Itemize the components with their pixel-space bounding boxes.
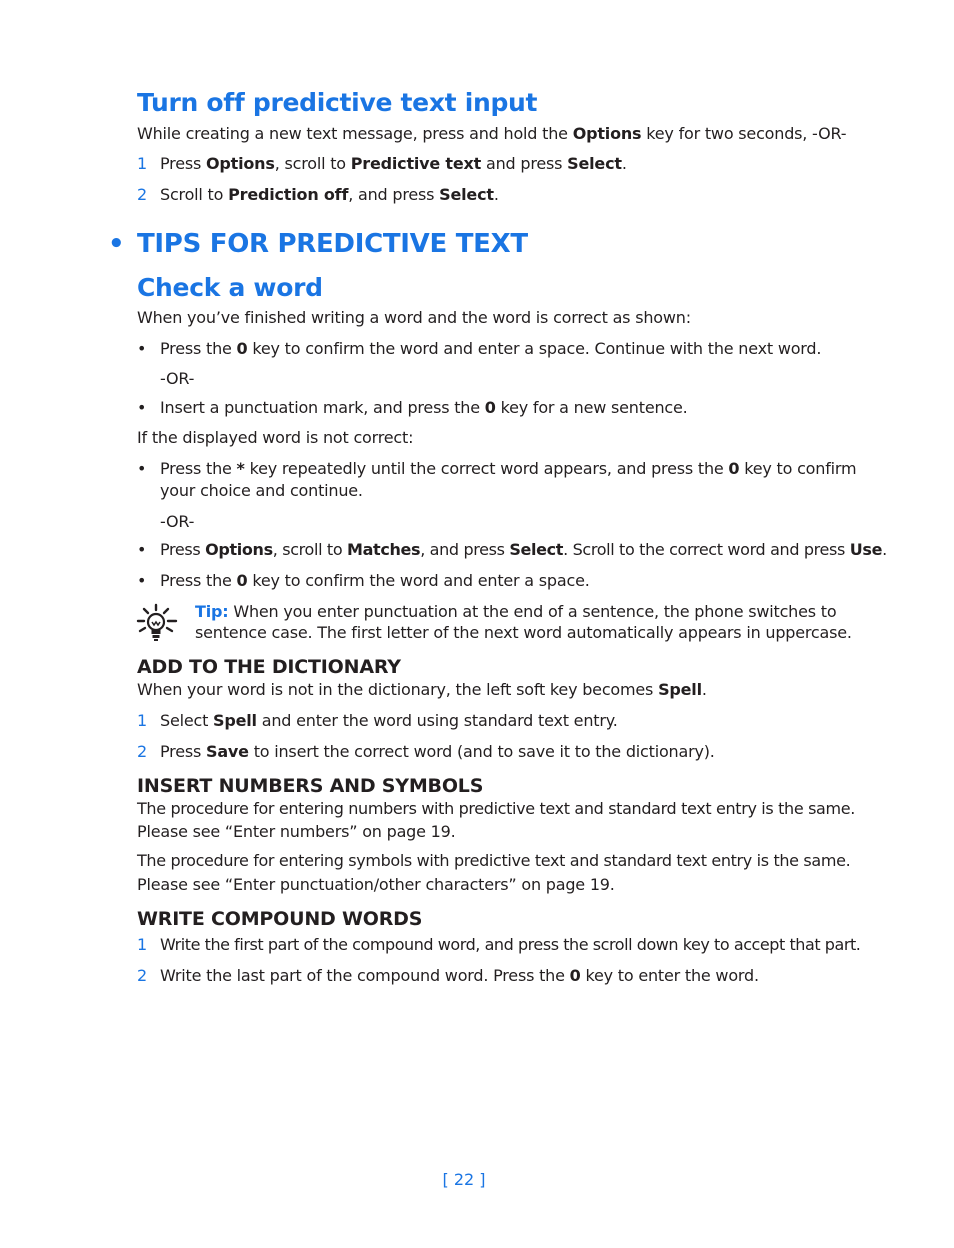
step-number: 2 [137, 742, 148, 761]
step-text [160, 153, 627, 175]
text: . [621, 154, 627, 173]
text: , scroll to [272, 540, 348, 559]
list-item-continuation: your choice and continue. [160, 481, 363, 500]
text: Press the [160, 571, 237, 590]
text: , and press [420, 540, 510, 559]
step-number: 1 [137, 711, 148, 730]
text-bold: Options [206, 154, 275, 173]
paragraph: The procedure for entering symbols with predictive text and standard text entry is the same. [137, 851, 851, 870]
text: to insert the correct word (and to save it to the dictionary). [248, 742, 715, 761]
text-bold: 0 [484, 398, 496, 417]
text: key to confirm [739, 459, 857, 478]
lightbulb-icon [136, 603, 180, 643]
bullet-icon: • [137, 398, 147, 417]
step-number: 2 [137, 185, 148, 204]
list-item [137, 741, 715, 763]
bullet-icon: • [137, 339, 147, 358]
text-bold: 0 [236, 339, 248, 358]
paragraph-continuation: Please see “Enter punctuation/other characters” on page 19. [137, 875, 615, 894]
section1-intro [137, 123, 846, 145]
text: , scroll to [274, 154, 351, 173]
text: . Scroll to the correct word and press [563, 540, 850, 559]
dictionary-intro [137, 679, 707, 701]
text: key repeatedly until the correct word appears, and press the [244, 459, 729, 478]
text-bold: Save [206, 742, 249, 761]
text-bold: Prediction off [228, 185, 349, 204]
check-intro: When you’ve finished writing a word and the word is correct as shown: [137, 308, 691, 327]
text: . [882, 540, 887, 559]
text: Write the first part of the compound word, and press the scroll down key to accept that part. [160, 935, 861, 954]
text-bold: Select [509, 540, 564, 559]
paragraph-continuation: Please see “Enter numbers” on page 19. [137, 822, 456, 841]
step-text [160, 741, 715, 763]
text-bold: Predictive text [350, 154, 482, 173]
list-item [160, 458, 856, 480]
text-bold: Select [567, 154, 622, 173]
list-item [160, 397, 688, 419]
text: key to confirm the word and enter a space. [247, 571, 590, 590]
section-heading-tips: TIPS FOR PREDICTIVE TEXT [137, 229, 528, 259]
subsection-heading-check-word: Check a word [137, 273, 323, 302]
text: . [701, 680, 707, 699]
text: Press [160, 540, 206, 559]
text-bold: Options [205, 540, 273, 559]
text: key to enter the word. [580, 966, 759, 985]
or-separator: -OR- [160, 512, 195, 531]
tip-text-continuation: sentence case. The first letter of the next word automatically appears in uppercase. [195, 623, 852, 642]
text-bold: 0 [728, 459, 740, 478]
step-text [160, 184, 499, 206]
page-number: [ 22 ] [442, 1170, 486, 1189]
section-bullet: • [108, 229, 125, 259]
text-bold: Spell [213, 711, 257, 730]
step-text [160, 710, 618, 732]
text: Press [160, 742, 206, 761]
text: Insert a punctuation mark, and press the [160, 398, 485, 417]
text: Scroll to [160, 185, 229, 204]
list-item [137, 965, 759, 987]
subsection-heading-compound: WRITE COMPOUND WORDS [137, 908, 423, 930]
subsection-heading-numbers: INSERT NUMBERS AND SYMBOLS [137, 775, 484, 797]
text-bold: Use [849, 540, 883, 559]
paragraph: The procedure for entering numbers with predictive text and standard text entry is the same. [137, 799, 855, 818]
text: When you enter punctuation at the end of a sentence, the phone switches to [228, 602, 837, 621]
list-item [137, 153, 627, 175]
text: , and press [348, 185, 440, 204]
list-item [137, 934, 861, 956]
text: Press the [160, 459, 237, 478]
list-item [160, 338, 821, 360]
list-item [160, 570, 590, 592]
text-bold: 0 [236, 571, 248, 590]
list-item [160, 539, 887, 561]
text: Press the [160, 339, 237, 358]
text: and enter the word using standard text entry. [256, 711, 618, 730]
text: When your word is not in the dictionary, the left soft key becomes [137, 680, 659, 699]
tip-label: Tip: [195, 602, 229, 621]
step-number: 1 [137, 935, 148, 954]
incorrect-intro: If the displayed word is not correct: [137, 428, 414, 447]
tip-text [195, 601, 836, 623]
text: Press [160, 154, 206, 173]
text: key for a new sentence. [495, 398, 688, 417]
bullet-icon: • [137, 540, 147, 559]
text-bold: Options [572, 124, 642, 143]
step-text [160, 965, 759, 987]
text: Write the last part of the compound word. Press the [160, 966, 570, 985]
text: Select [160, 711, 214, 730]
text: While creating a new text message, press and hold the [137, 124, 573, 143]
bullet-icon: • [137, 459, 147, 478]
bullet-icon: • [137, 571, 147, 590]
step-number: 1 [137, 154, 148, 173]
step-text [160, 934, 860, 956]
section-heading-turn-off: Turn off predictive text input [137, 88, 538, 117]
text-bold: * [236, 459, 245, 478]
step-number: 2 [137, 966, 148, 985]
text-bold: 0 [569, 966, 581, 985]
text-bold: Select [439, 185, 494, 204]
list-item [137, 184, 499, 206]
text-bold: Matches [347, 540, 421, 559]
text: key to confirm the word and enter a space. Continue with the next word. [247, 339, 822, 358]
list-item [137, 710, 618, 732]
subsection-heading-dictionary: ADD TO THE DICTIONARY [137, 656, 401, 678]
or-separator: -OR- [160, 369, 195, 388]
text-bold: Spell [658, 680, 702, 699]
text: key for two seconds, -OR- [641, 124, 847, 143]
text: and press [481, 154, 568, 173]
text: . [493, 185, 499, 204]
